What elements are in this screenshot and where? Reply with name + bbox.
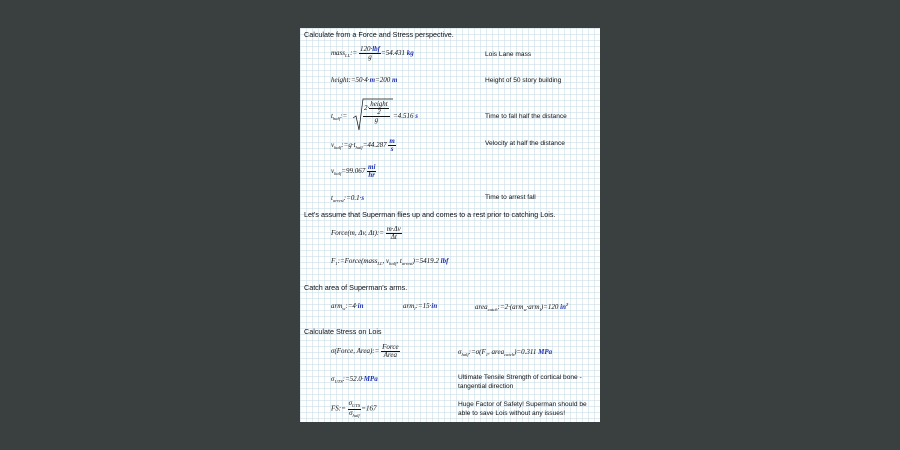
arm-l-lhs: arm: [403, 302, 415, 310]
arm-w-unit: in: [357, 302, 364, 310]
catch-heading: Catch area of Superman's arms.: [304, 283, 408, 292]
thalf-unit: s: [415, 112, 418, 120]
tarrest-expr: :=0.1·: [343, 194, 362, 202]
sigma-half-lhs-sub: half: [461, 352, 469, 357]
height-result: =200: [375, 76, 391, 84]
vhalf-expr-sub: half: [355, 145, 363, 151]
fs-den: σ: [349, 408, 353, 417]
vhalf-equation: $v_{half}:=g\cdot t_{half}=44.287$ $\frac{m}{s}$: [331, 137, 395, 153]
area-expr2: ·arm: [526, 303, 540, 311]
f1-a3: , t: [396, 257, 402, 265]
thalf-fraction: [363, 101, 390, 124]
vhalf2-unit: [367, 164, 376, 179]
fs-num-sub: UTS: [352, 403, 361, 408]
area-unit: in: [560, 303, 566, 311]
sigma-half-result: )=0.311: [514, 348, 537, 356]
area-result: )=120: [540, 303, 559, 311]
sigma-half-mid: , area: [488, 348, 505, 356]
sigma-half-s1: 1: [485, 352, 489, 357]
vhalf-mph-equation: [331, 164, 376, 179]
arm-l-sub: l: [414, 306, 416, 311]
sigma-fn-num: Force: [382, 343, 399, 351]
f1-lhs-sub: 1: [335, 261, 338, 266]
vhalf-lhs-sub: half: [334, 145, 342, 151]
f1-unit: lbf: [440, 257, 449, 265]
fs-equation: [331, 400, 376, 418]
f1-expr: :=Force(mass: [337, 257, 378, 265]
mass-result: =54.431: [380, 49, 405, 58]
area-sub: catch: [487, 307, 498, 312]
area-lhs: area: [475, 303, 488, 311]
vhalf2-unit-num: mi: [368, 163, 376, 171]
sigma-uts-expr: :=52.0·: [342, 375, 364, 383]
mass-lhs-sub: LL: [345, 53, 351, 59]
mass-num-unit: lbf: [372, 45, 380, 53]
arm-w-equation: [331, 303, 364, 312]
mass-lhs: mass: [331, 49, 346, 58]
f1-a1-sub: LL: [377, 261, 383, 266]
f1-lhs: F: [331, 257, 336, 265]
sigma-uts-comment: Ultimate Tensile Strength of cortical bone - tangential direction: [458, 374, 582, 390]
arm-w-sub: w: [342, 306, 346, 311]
vhalf-unit-num: m: [389, 137, 395, 145]
mass-result-unit: kg: [406, 49, 414, 58]
thalf-inner-den: 2: [377, 108, 381, 116]
vhalf-unit: [388, 138, 395, 153]
vhalf-comment: Velocity at half the distance: [485, 140, 565, 147]
force-fn-fraction: [386, 226, 402, 241]
thalf-lhs: t: [331, 112, 333, 120]
fs-comment: Huge Factor of Safety! Superman should be able to save Lois without any issues!: [458, 401, 587, 417]
height-unit2: m: [392, 76, 398, 84]
thalf-coef: 2·: [364, 104, 370, 113]
vhalf-lhs: v: [331, 141, 335, 150]
vhalf-result: =44.287: [362, 141, 387, 150]
tarrest-lhs-sub: arrest: [332, 198, 344, 203]
arm-l-equation: [403, 303, 437, 312]
sigma-half-expr: :=σ(F: [468, 348, 486, 356]
worksheet: Calculate from a Force and Stress perspective. mass$_{LL}$:= $\frac{\text{120·lbf}}{g}$ =54.431 kg Lois Lane mass height:=50·4·m=200 m Height of 50 story building $t_{half}:=$ 2· $\frac{\text{height}}{2}$ g =4.516 s Time to fall half the distance $v_{half}:=g\cdot t_{half}=44.287$ $\frac{m}{s}$ Velocity at half the distance $v_{half}=99.067$ $\frac{mi}{hr}$ $t_{arrest}:=0.1\cdot s$ Time to arrest fall Let's assume that Superman flies up and comes to a rest prior to catching Lois. Force(m, Δv, Δt):= $\frac{m\cdot\Delta v}{\Delta t}$ $F_1:=Force(mass_{LL}$, $v_{half}$, $t_{arrest})=5419.2$ lbf Catch area of Superman's arms. arm$_w$:=4·in arm$_l$:=15·in area$_{catch}$:=2·(arm$_w$·arm$_l$)=120 $in^2$ Calculate Stress on Lois σ(Force, Area):= $\frac{\text{Force}}{\text{Area}}$ $\sigma_{half}:=\sigma(F_1$, area$_{catch}$)=0.311 MPa $\sigma_{UTS}:=52.0\cdot MPa$ Ultimate Tensile Strength of cortical bone - tangential direction FS:= $\frac{\sigma_{UTS}}{\sigma_{half}}$ =167 Huge Factor of Safety! Superman should be able to save Lois without any issues!: [300, 28, 600, 422]
force-fn-num: m·Δv: [386, 225, 401, 233]
arm-w-val: :=4·: [345, 302, 358, 310]
thalf-lhs-sub: half: [332, 116, 341, 121]
sigma-half-unit: MPa: [538, 348, 553, 356]
tarrest-lhs: t: [331, 194, 333, 202]
thalf-inner-num: height: [370, 100, 388, 108]
f1-a2: , v: [382, 257, 390, 265]
area-expr1: :=2·(arm: [497, 303, 524, 311]
f1-result: )=5419.2: [412, 257, 439, 265]
area-l-sub: l: [539, 307, 541, 312]
sigma-fn-fraction: [381, 344, 399, 359]
sigma-uts-lhs: σ: [331, 375, 335, 383]
arm-w-lhs: arm: [331, 302, 343, 310]
tarrest-comment: Time to arrest fall: [485, 194, 536, 201]
f1-a2-sub: half: [389, 261, 397, 266]
mass-comment: Lois Lane mass: [485, 51, 532, 58]
sigma-half-equation: [458, 349, 552, 358]
height-equation: [331, 77, 397, 84]
height-unit1: m: [369, 76, 376, 84]
tarrest-unit: s: [361, 194, 365, 202]
force-fn-lhs: Force(m, Δv, Δt):=: [331, 229, 384, 238]
vhalf2-lhs-sub: half: [334, 171, 342, 177]
height-comment: Height of 50 story building: [485, 77, 562, 84]
fs-den-sub: half: [352, 412, 360, 418]
thalf-comment: Time to fall half the distance: [485, 113, 567, 120]
arm-l-unit: in: [431, 302, 438, 310]
f1-equation: [331, 258, 448, 267]
area-unit-sup: 2: [566, 302, 569, 307]
thalf-den: g: [374, 116, 379, 124]
stress-heading: Calculate Stress on Lois: [304, 327, 382, 336]
intro-text: Calculate from a Force and Stress perspective.: [304, 30, 454, 39]
mass-den: g: [368, 53, 372, 61]
sigma-fn-lhs: σ(Force, Area):=: [331, 347, 380, 356]
sigma-uts-equation: [331, 376, 378, 385]
sigma-fn-den: Area: [383, 351, 397, 359]
f1-a3-sub: arrest: [401, 261, 413, 266]
vhalf2-result: =99.067: [341, 167, 366, 176]
vhalf2-lhs: v: [331, 167, 335, 176]
height-expr: height:=50·4·: [331, 76, 370, 84]
fs-result: =167: [361, 404, 377, 413]
sigma-function: [331, 344, 400, 359]
fs-num: σ: [348, 399, 353, 407]
vhalf-expr: =g·t: [343, 141, 356, 150]
sigma-half-s2: catch: [504, 352, 515, 357]
vhalf2-unit-den: hr: [368, 171, 375, 179]
sigma-half-lhs: σ: [458, 348, 462, 356]
thalf-result: =4.516: [393, 112, 414, 120]
mass-num: 120·: [359, 45, 373, 53]
mass-equation: mass$_{LL}$:= $\frac{\text{120·lbf}}{g}$ =54.431 kg: [331, 45, 414, 61]
force-function: [331, 226, 402, 241]
mass-fraction: [359, 46, 381, 61]
sigma-uts-unit: MPa: [363, 375, 378, 383]
fs-lhs: FS:=: [331, 404, 346, 413]
sigma-uts-lhs-sub: UTS: [334, 379, 343, 384]
force-fn-den: Δt: [390, 233, 397, 241]
area-w-sub: w: [523, 307, 527, 312]
assume-text: Let's assume that Superman flies up and comes to a rest prior to catching Lois.: [304, 210, 556, 219]
fs-fraction: [348, 400, 362, 418]
tarrest-equation: [331, 195, 364, 204]
arm-l-val: :=15·: [415, 302, 432, 310]
vhalf-unit-den: s: [390, 145, 394, 153]
area-catch-equation: [475, 303, 568, 313]
